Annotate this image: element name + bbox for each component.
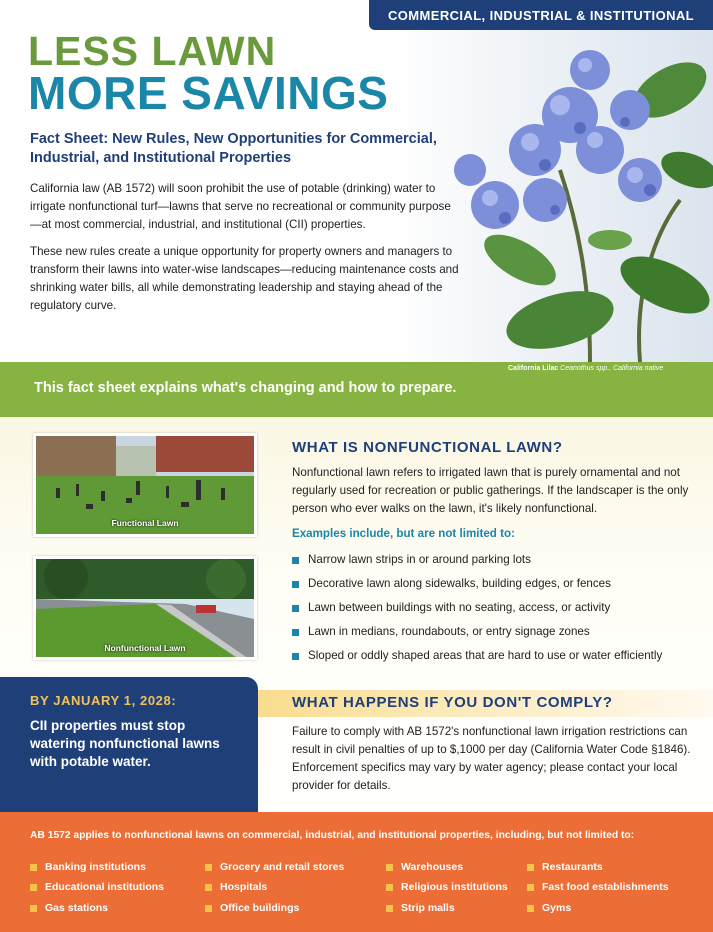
bullet-square-icon bbox=[292, 557, 299, 564]
band-text: This fact sheet explains what's changing and how to prepare. bbox=[34, 380, 457, 396]
property-type-label: Educational institutions bbox=[45, 881, 165, 893]
intro-paragraph-2: These new rules create a unique opportunity for property owners and managers to transform their lawns into water-wise landscapes—reducing maintenance costs and shrinking water bills, all while demonstrating leadership and staying ahead of the regulatory curve. bbox=[30, 245, 459, 312]
functional-lawn-photo bbox=[33, 433, 257, 537]
bullet-square-icon bbox=[292, 629, 299, 636]
property-type-label: Religious institutions bbox=[401, 881, 508, 893]
comply-heading: WHAT HAPPENS IF YOU DON'T COMPLY? bbox=[292, 694, 613, 711]
list-item bbox=[292, 644, 702, 668]
what-heading: WHAT IS NONFUNCTIONAL LAWN? bbox=[292, 439, 563, 456]
bullet-square-icon bbox=[386, 884, 393, 891]
example-text: Narrow lawn strips in or around parking lots bbox=[308, 553, 531, 566]
flower-caption-name: California Lilac bbox=[508, 365, 559, 372]
bullet-square-icon bbox=[205, 884, 212, 891]
bullet-square-icon bbox=[527, 864, 534, 871]
california-lilac-image bbox=[440, 30, 713, 362]
property-type-label: Warehouses bbox=[401, 861, 464, 873]
property-type-label: Office buildings bbox=[220, 902, 300, 914]
list-item bbox=[292, 620, 702, 644]
deadline-heading: BY JANUARY 1, 2028: bbox=[30, 693, 177, 708]
example-text: Decorative lawn along sidewalks, building edges, or fences bbox=[308, 577, 611, 590]
flower-caption-detail: Ceanothus spp., California native bbox=[560, 365, 664, 372]
bullet-square-icon bbox=[292, 605, 299, 612]
comply-body: Failure to comply with AB 1572's nonfunctional lawn irrigation restrictions can result in civil penalties of up to $,1000 per day (California Water Code §1846). Enforcement specifics may vary by water agency; please contact your local provider for details. bbox=[292, 725, 691, 792]
property-type-label: Banking institutions bbox=[45, 861, 146, 873]
nonfunctional-lawn-label: Nonfunctional Lawn bbox=[104, 643, 186, 653]
property-type-label: Gas stations bbox=[45, 902, 109, 914]
property-type-item bbox=[205, 902, 299, 914]
category-tab: COMMERCIAL, INDUSTRIAL & INSTITUTIONAL bbox=[369, 0, 713, 30]
property-type-item bbox=[527, 861, 603, 873]
examples-heading: Examples include, but are not limited to: bbox=[292, 527, 515, 540]
list-item bbox=[292, 548, 702, 572]
property-type-item bbox=[386, 881, 508, 893]
nonfunctional-lawn-photo bbox=[33, 556, 257, 660]
bullet-square-icon bbox=[205, 864, 212, 871]
bullet-square-icon bbox=[386, 905, 393, 912]
examples-list bbox=[292, 548, 702, 668]
example-text: Lawn in medians, roundabouts, or entry signage zones bbox=[308, 625, 590, 638]
intro-text bbox=[30, 180, 460, 324]
bullet-square-icon bbox=[30, 864, 37, 871]
property-type-item bbox=[30, 881, 164, 893]
property-type-label: Fast food establishments bbox=[542, 881, 669, 893]
what-body: Nonfunctional lawn refers to irrigated lawn that is purely ornamental and not regularly used for recreation or public gatherings. If the landscaper is the only person who ever walks on the lawn, it's likely nonfunctional. bbox=[292, 466, 689, 515]
property-type-item bbox=[30, 861, 146, 873]
list-item bbox=[292, 596, 702, 620]
deadline-body: CII properties must stop watering nonfunctional lawns with potable water. bbox=[30, 718, 220, 769]
property-type-item bbox=[386, 861, 463, 873]
property-type-item bbox=[527, 881, 669, 893]
title-more-savings: MORE SAVINGS bbox=[28, 67, 389, 119]
title-less-lawn: LESS LAWN bbox=[28, 28, 277, 74]
bullet-square-icon bbox=[386, 864, 393, 871]
bullet-square-icon bbox=[292, 653, 299, 660]
property-type-item bbox=[386, 902, 455, 914]
example-text: Sloped or oddly shaped areas that are hard to use or water efficiently bbox=[308, 649, 663, 662]
property-type-item bbox=[527, 902, 571, 914]
applies-heading: AB 1572 applies to nonfunctional lawns on commercial, industrial, and institutional properties, including, but not limited to: bbox=[30, 830, 635, 841]
property-type-label: Grocery and retail stores bbox=[220, 861, 345, 873]
example-text: Lawn between buildings with no seating, access, or activity bbox=[308, 601, 611, 614]
flower-caption bbox=[508, 365, 663, 372]
bullet-square-icon bbox=[205, 905, 212, 912]
property-type-item bbox=[205, 861, 344, 873]
property-type-label: Gyms bbox=[542, 902, 572, 914]
fact-sheet-subtitle: Fact Sheet: New Rules, New Opportunities for Commercial, Industrial, and Institutional Properties bbox=[30, 131, 437, 166]
property-type-item bbox=[205, 881, 267, 893]
property-type-label: Restaurants bbox=[542, 861, 603, 873]
list-item bbox=[292, 572, 702, 596]
property-type-item bbox=[30, 902, 108, 914]
bullet-square-icon bbox=[30, 884, 37, 891]
bullet-square-icon bbox=[30, 905, 37, 912]
intro-paragraph-1: California law (AB 1572) will soon prohibit the use of potable (drinking) water to irrigate nonfunctional turf—lawns that serve no recreational or community purpose—at most commercial, industrial, and institutional (CII) properties. bbox=[30, 182, 451, 231]
functional-lawn-label: Functional Lawn bbox=[111, 518, 179, 528]
property-type-label: Hospitals bbox=[220, 881, 268, 893]
bullet-square-icon bbox=[527, 884, 534, 891]
bullet-square-icon bbox=[292, 581, 299, 588]
property-type-label: Strip malls bbox=[401, 902, 455, 914]
bullet-square-icon bbox=[527, 905, 534, 912]
